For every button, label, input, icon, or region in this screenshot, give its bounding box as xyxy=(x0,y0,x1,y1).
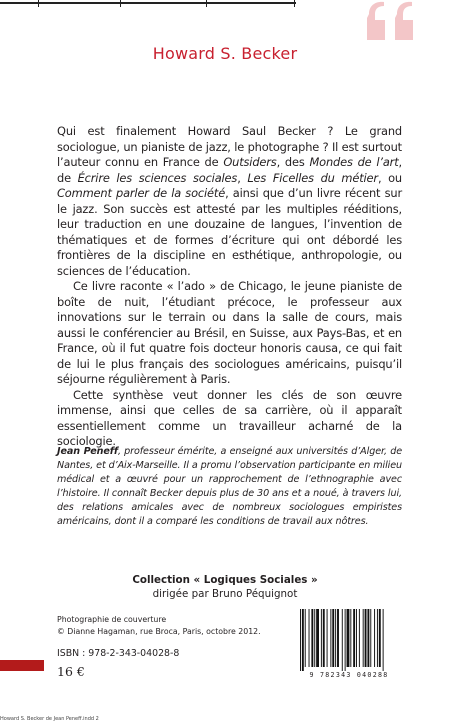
text-run: , de xyxy=(57,155,402,185)
barcode-bar xyxy=(345,609,346,671)
book-title: Écrire les sciences sociales xyxy=(77,170,238,185)
barcode xyxy=(294,607,404,683)
barcode-bar xyxy=(350,609,351,667)
collection-name: Collection « Logiques Sociales » xyxy=(132,574,318,586)
text-run: Qui est finalement Howard Saul Becker ? Le grand sociologue, un pianiste de jazz, le photographe ? Il est surtout l’auteur connu en France de xyxy=(57,124,403,169)
bio-text: , professeur émérite, a enseigné aux universités d’Alger, de Nantes, et d’Aix-Marseille. Il a promu l’observation participante en milieu médical et a œuvré pour un rapprochement de l’ethnographie avec l’histoire. Il connaît Becker depuis plus de 30 ans et a noué, à travers lui, des relations amicales avec de nombreux sociologues empiristes américains, dont il a comparé les conditions de travail aux nôtres. xyxy=(57,446,402,527)
photo-credit-label: Photographie de couverture xyxy=(57,615,167,624)
barcode-bar xyxy=(309,609,310,667)
book-title: Outsiders xyxy=(223,155,277,169)
paragraph-synthesis: Cette synthèse veut donner les clés de son œuvre immense, ainsi que celles de sa carrière, où il apparaît essentiellement comme un travailleur acharné de la sociologie. xyxy=(57,387,402,448)
print-footer: Howard S. Becker de Jean Peneff.indd 2 xyxy=(0,716,99,722)
crop-tick xyxy=(294,0,295,7)
book-title: Mondes de l’art xyxy=(309,155,399,169)
crop-tick xyxy=(38,0,39,7)
book-title: Les Ficelles du métier xyxy=(247,170,378,185)
paragraph-biography: Ce livre raconte « l’ado » de Chicago, le jeune pianiste de boîte de nuit, l’étudiant précoce, le professeur aux innovations sur le terrain ou dans la salle de cours, mais aussi le conférencier au Brésil, en Suisse, aux Pays-Bas, et en France, où il fut quatre fois docteur honoris causa, ce qui fait de lui le plus français des sociologues américains, puisqu’il séjourne régulièrement à Paris. xyxy=(57,279,402,386)
barcode-bar xyxy=(311,609,313,667)
bio-author-name: Jean Peneff xyxy=(57,446,118,457)
price: 16 € xyxy=(57,664,85,679)
isbn: ISBN : 978-2-343-04028-8 xyxy=(57,648,180,659)
barcode-bar xyxy=(356,609,357,667)
barcode-bar xyxy=(335,609,336,667)
barcode-bar xyxy=(353,609,355,667)
barcode-bar xyxy=(342,609,343,671)
photo-credit xyxy=(57,614,317,638)
barcode-bar xyxy=(347,609,350,667)
barcode-bar xyxy=(314,609,315,667)
barcode-bar xyxy=(359,609,360,667)
barcode-icon xyxy=(294,607,404,671)
photo-credit-text: © Dianne Hagaman, rue Broca, Paris, octobre 2012. xyxy=(57,627,261,636)
text-run: , ou xyxy=(377,170,402,185)
crop-tick xyxy=(206,0,207,7)
barcode-bar xyxy=(316,609,319,667)
barcode-bar xyxy=(363,609,364,667)
crop-tick xyxy=(120,0,121,7)
crop-line xyxy=(0,2,296,4)
barcode-bar xyxy=(383,609,384,671)
paragraph-intro xyxy=(57,124,402,279)
collection-info xyxy=(0,573,450,601)
barcode-bar xyxy=(321,609,322,667)
text-run: , xyxy=(237,170,248,185)
barcode-bar xyxy=(305,609,306,667)
barcode-bar xyxy=(323,609,325,667)
barcode-bar xyxy=(327,609,328,667)
side-color-bar xyxy=(0,660,44,671)
barcode-bar xyxy=(330,609,331,667)
barcode-bar xyxy=(374,609,375,667)
barcode-bar xyxy=(300,609,301,671)
barcode-bar xyxy=(337,609,339,667)
barcode-bar xyxy=(302,609,304,671)
barcode-bar xyxy=(370,609,371,667)
barcode-bar xyxy=(379,609,381,667)
author-bio xyxy=(57,445,402,529)
text-run: , ainsi que d’un livre récent sur le jazz. Son succès est attesté par les multiples rééditions, leur traduction en une douzaine de langues, l’invention de thématiques et de formes d’écriture qui ont débordé les frontières de la discipline en esthétique, anthropologie, ou sciences de l’éducation. xyxy=(57,186,402,278)
barcode-bar xyxy=(367,609,369,667)
barcode-bar xyxy=(332,609,334,667)
collection-director: dirigée par Bruno Péquignot xyxy=(152,588,298,600)
book-title: Comment parler de la société xyxy=(57,186,226,200)
barcode-digits: 9 782343 040288 xyxy=(309,671,389,679)
back-cover-blurb xyxy=(57,124,402,450)
barcode-bar xyxy=(365,609,367,667)
author-name: Howard S. Becker xyxy=(152,44,298,63)
barcode-bar xyxy=(377,609,378,667)
text-run: , des xyxy=(276,155,310,169)
